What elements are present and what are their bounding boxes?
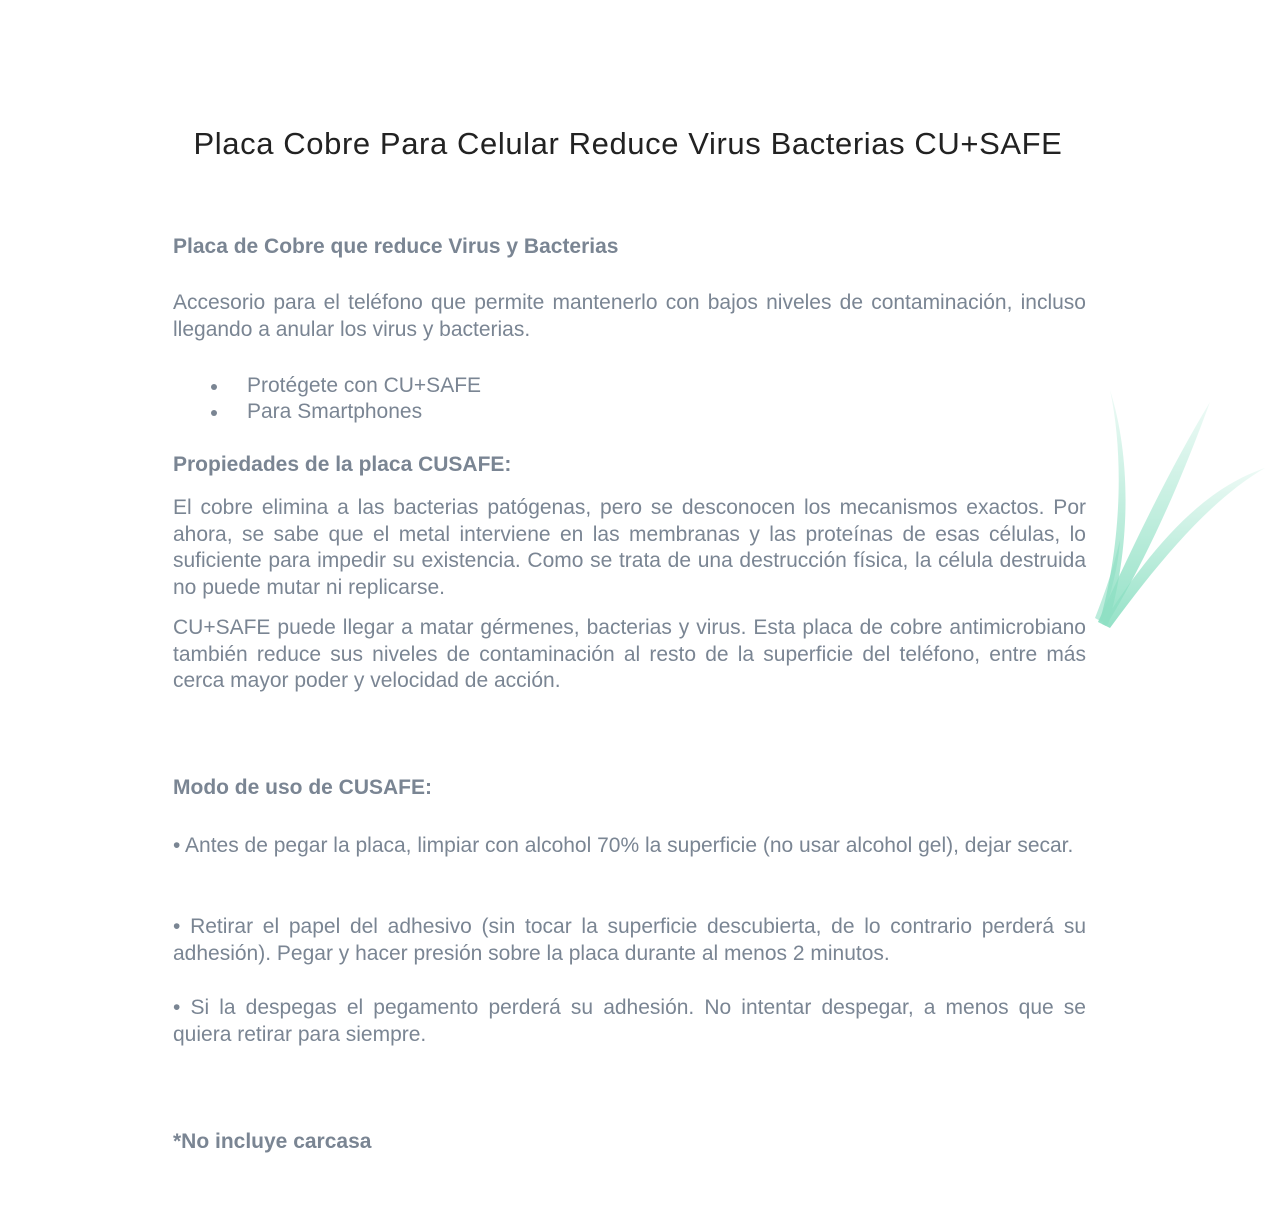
usage-step-1: • Antes de pegar la placa, limpiar con alcohol 70% la superficie (no usar alcohol gel), dejar secar. xyxy=(173,834,1074,857)
section-heading-propiedades: Propiedades de la placa CUSAFE: xyxy=(173,453,512,476)
list-item-label: Protégete con CU+SAFE xyxy=(247,374,482,397)
bullet-icon xyxy=(211,410,217,416)
footnote: *No incluye carcasa xyxy=(173,1130,372,1153)
grass-blades-decoration-icon xyxy=(1080,380,1265,640)
properties-paragraph-2: CU+SAFE puede llegar a matar gérmenes, bacterias y virus. Esta placa de cobre antimicrobiano también reduce sus niveles de contaminación al resto de la superficie del teléfono, entre más cerca mayor poder y velocidad de acción. xyxy=(173,616,1086,692)
section-heading-placa: Placa de Cobre que reduce Virus y Bacterias xyxy=(173,235,619,258)
usage-step-2: • Retirar el papel del adhesivo (sin tocar la superficie descubierta, de lo contrario perderá su adhesión). Pegar y hacer presión sobre la placa durante al menos 2 minutos. xyxy=(173,915,1086,965)
feature-list xyxy=(173,373,481,425)
section-heading-modo-uso: Modo de uso de CUSAFE: xyxy=(173,776,432,799)
list-item-label: Para Smartphones xyxy=(247,400,423,423)
list-item xyxy=(173,373,481,399)
bullet-icon xyxy=(211,384,217,390)
properties-paragraph-1: El cobre elimina a las bacterias patógenas, pero se desconocen los mecanismos exactos. Por ahora, se sabe que el metal interviene en las membranas y las proteínas de esas células, lo suficiente para impedir su existencia. Como se trata de una destrucción física, la célula destruida no puede mutar ni replicarse. xyxy=(173,496,1086,599)
list-item xyxy=(173,399,481,425)
usage-step-3: • Si la despegas el pegamento perderá su adhesión. No intentar despegar, a menos que se quiera retirar para siempre. xyxy=(173,996,1086,1046)
document-title: Placa Cobre Para Celular Reduce Virus Bacterias CU+SAFE xyxy=(193,126,1063,161)
intro-paragraph: Accesorio para el teléfono que permite mantenerlo con bajos niveles de contaminación, incluso llegando a anular los virus y bacterias. xyxy=(173,291,1086,341)
